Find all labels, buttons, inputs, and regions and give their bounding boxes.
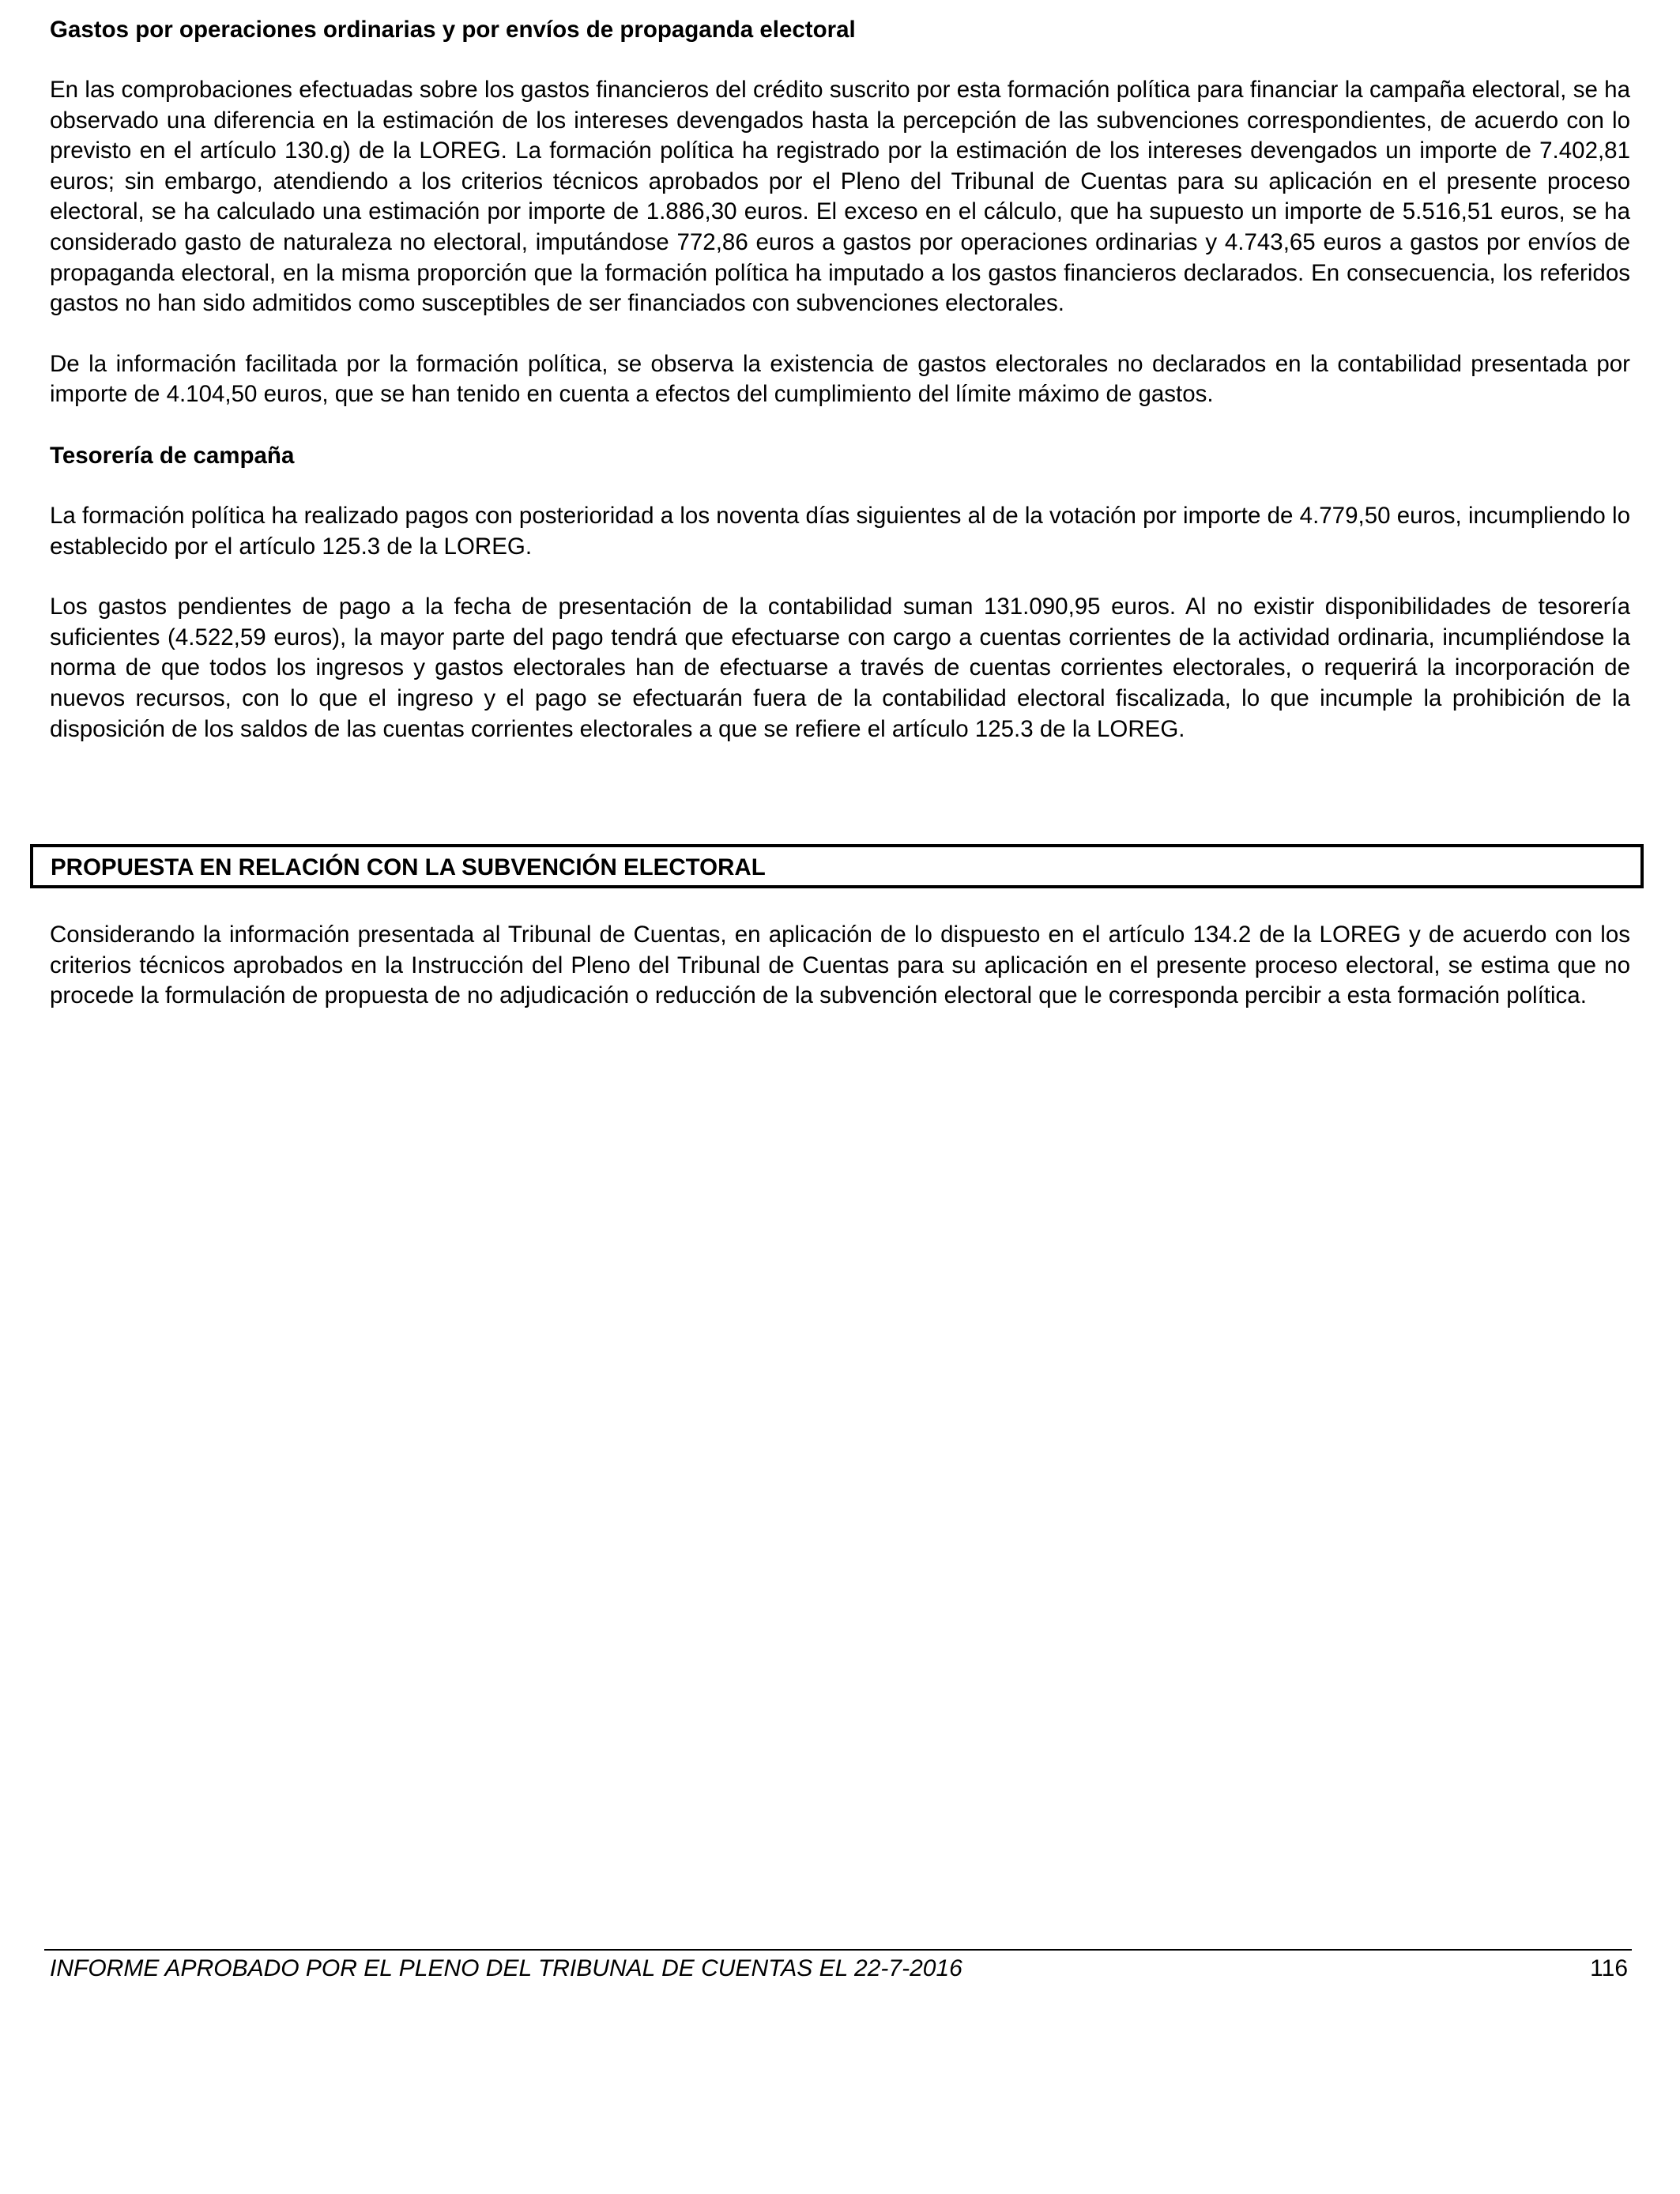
document-body bbox=[50, 14, 1630, 745]
paragraph-gastos-pendientes: Los gastos pendientes de pago a la fecha de presentación de la contabilidad suman 131.090,95 euros. Al no existir disponibilidades de tesorería suficientes (4.522,59 euros), la mayor parte del pago tendrá que efectuarse con cargo a cuentas corrientes de la actividad ordinaria, incumpliéndose la norma de que todos los ingresos y gastos electorales han de efectuarse a través de cuentas corrientes electorales, o requerirá la incorporación de nuevos recursos, con lo que el ingreso y el pago se efectuarán fuera de la contabilidad electoral fiscalizada, lo que incumple la prohibición de la disposición de los saldos de las cuentas corrientes electorales a que se refiere el artículo 125.3 de la LOREG. bbox=[50, 594, 1630, 742]
paragraph-gastos-no-declarados: De la información facilitada por la formación política, se observa la existencia de gastos electorales no declarados en la contabilidad presentada por importe de 4.104,50 euros, que se han tenido en cuenta a efectos del cumplimiento del límite máximo de gastos. bbox=[50, 350, 1630, 408]
paragraph-proposal: Considerando la información presentada al Tribunal de Cuentas, en aplicación de lo dispuesto en el artículo 134.2 de la LOREG y de acuerdo con los criterios técnicos aprobados en la Instrucción del Pleno del Tribunal de Cuentas para su aplicación en el presente proceso electoral, se estima que no procede la formulación de propuesta de no adjudicación o reducción de la subvención electoral que le corresponda percibir a esta formación política. bbox=[50, 922, 1630, 1009]
footer-report-label: INFORME APROBADO POR EL PLENO DEL TRIBUNAL DE CUENTAS EL 22-7-2016 bbox=[50, 1955, 962, 1981]
proposal-title: PROPUESTA EN RELACIÓN CON LA SUBVENCIÓN ELECTORAL bbox=[51, 854, 766, 880]
footer-divider bbox=[44, 1949, 1632, 1951]
section-heading-tesoreria: Tesorería de campaña bbox=[50, 442, 295, 469]
proposal-section bbox=[50, 920, 1630, 1012]
paragraph-pagos-posteriores: La formación política ha realizado pagos con posterioridad a los noventa días siguientes al de la votación por importe de 4.779,50 euros, incumpliendo lo establecido por el artículo 125.3 de la LOREG. bbox=[50, 502, 1630, 560]
proposal-title-box bbox=[30, 844, 1644, 888]
paragraph-gastos-financieros: En las comprobaciones efectuadas sobre los gastos financieros del crédito suscrito por esta formación política para financiar la campaña electoral, se ha observado una diferencia en la estimación de los intereses devengados hasta la percepción de las subvenciones correspondientes, de acuerdo con lo previsto en el artículo 130.g) de la LOREG. La formación política ha registrado por la estimación de los intereses devengados un importe de 7.402,81 euros; sin embargo, atendiendo a los criterios técnicos aprobados por el Pleno del Tribunal de Cuentas para su aplicación en el presente proceso electoral, se ha calculado una estimación por importe de 1.886,30 euros. El exceso en el cálculo, que ha supuesto un importe de 5.516,51 euros, se ha considerado gasto de naturaleza no electoral, imputándose 772,86 euros a gastos por operaciones ordinarias y 4.743,65 euros a gastos por envíos de propaganda electoral, en la misma proporción que la formación política ha imputado a los gastos financieros declarados. En consecuencia, los referidos gastos no han sido admitidos como susceptibles de ser financiados con subvenciones electorales. bbox=[50, 77, 1630, 317]
page-number: 116 bbox=[1590, 1955, 1628, 1981]
section-heading-gastos: Gastos por operaciones ordinarias y por envíos de propaganda electoral bbox=[50, 17, 856, 43]
